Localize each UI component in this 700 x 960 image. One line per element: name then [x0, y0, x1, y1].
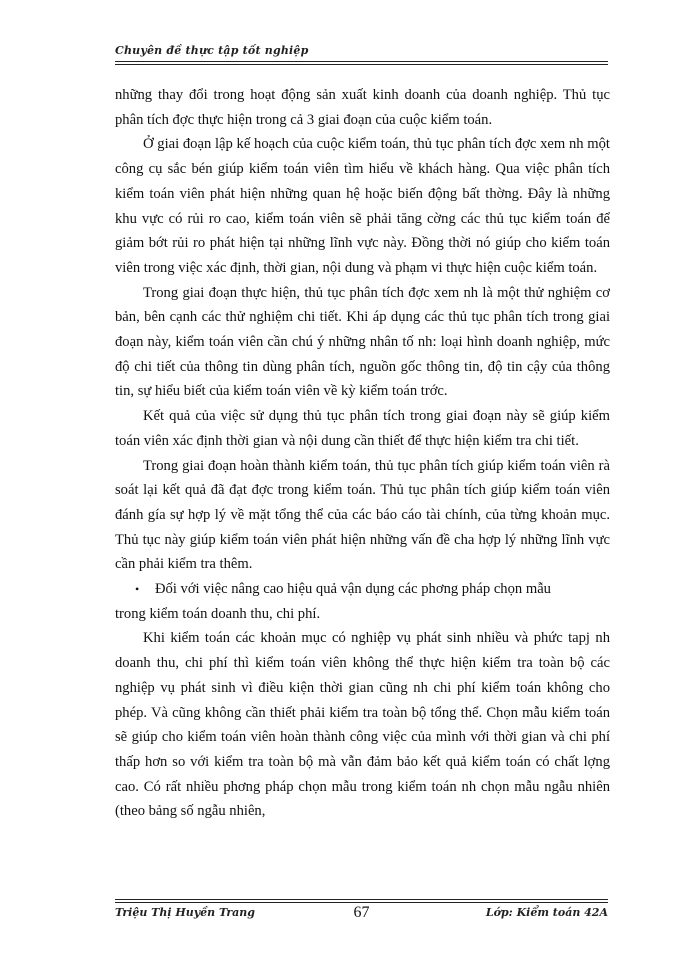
header-rule-2 [115, 64, 608, 65]
document-body [115, 83, 610, 824]
paragraph: Trong giai đoạn thực hiện, thủ tục phân tích đợc xem nh là một thử nghiệm cơ bản, bên cạnh các thử nghiệm chi tiết. Khi áp dụng các thủ tục phân tích trong giai đoạn này, kiểm toán viên cần chú ý những nhân tố nh: loại hình doanh nghiệp, mức độ chi tiết của thông tin dùng phân tích, nguồn gốc thông tin, độ tin cậy của thông tin, sự hiểu biết của kiểm toán viên về kỳ kiểm toán trớc. [115, 284, 610, 400]
page-number: 67 [353, 904, 370, 921]
bullet-text-continuation: trong kiểm toán doanh thu, chi phí. [115, 605, 321, 622]
footer-author: Triệu Thị Huyền Trang [115, 906, 255, 919]
footer-class: Lớp: Kiểm toán 42A [485, 906, 608, 919]
header-rule [115, 61, 608, 62]
page-footer [115, 906, 608, 926]
paragraph: Khi kiểm toán các khoản mục có nghiệp vụ phát sinh nhiều và phức tapj nh doanh thu, chi phí thì kiểm toán viên không thể thực hiện kiểm tra toàn bộ các nghiệp vụ phát sinh vì điều kiện thời gian cũng nh chi phí kiểm toán không cho phép. Và cũng không cần thiết phải kiểm tra toàn bộ tổng thể. Chọn mẫu kiểm toán sẽ giúp cho kiểm toán viên hoàn thành công việc của mình với thời gian và chi phí thấp hơn so với kiểm tra toàn bộ mà vẫn đảm bảo kết quả kiểm toán có chất lợng cao. Có rất nhiều phơng pháp chọn mẫu trong kiểm toán nh chọn mẫu ngẫu nhiên (theo bảng số ngẫu nhiên, [115, 630, 610, 820]
paragraph: Trong giai đoạn hoàn thành kiểm toán, thủ tục phân tích giúp kiểm toán viên rà soát lại kết quả đã đạt đợc trong kiểm toán. Thủ tục phân tích giúp kiểm toán viên đánh gía sự hợp lý về mặt tổng thể của các báo cáo tài chính, của từng khoản mục. Thủ tục này giúp kiểm toán viên phát hiện những vấn đề cha hợp lý những lĩnh vực cần phải kiểm tra thêm. [115, 457, 610, 573]
header-title: Chuyên đề thực tập tốt nghiệp [115, 44, 309, 57]
paragraph: Kết quả của việc sử dụng thủ tục phân tích trong giai đoạn này sẽ giúp kiểm toán viên xác định thời gian và nội dung cần thiết để thực hiện kiểm tra chi tiết. [115, 408, 610, 449]
footer-rule-2 [115, 902, 608, 903]
paragraph: Ở giai đoạn lập kế hoạch của cuộc kiểm toán, thủ tục phân tích đợc xem nh một công cụ sắc bén giúp kiểm toán viên tìm hiểu về khách hàng. Qua việc phân tích kiểm toán viên phát hiện những quan hệ hoặc biến động bất thờng. Đây là những khu vực có rủi ro cao, kiểm toán viên sẽ phải tăng cờng các thủ tục kiểm toán để giảm bớt rủi ro phát hiện tại những lĩnh vực này. Đồng thời nó giúp cho kiểm toán viên trong việc xác định, thời gian, nội dung và phạm vi thực hiện cuộc kiểm toán. [115, 136, 610, 276]
bullet-item [115, 577, 610, 602]
bullet-text: Đối với việc nâng cao hiệu quả vận dụng các phơng pháp chọn mẫu [155, 581, 551, 598]
bullet-icon: • [135, 582, 140, 597]
page-header [115, 44, 608, 57]
paragraph: những thay đổi trong hoạt động sản xuất kinh doanh của doanh nghiệp. Thủ tục phân tích đợc thực hiện trong cả 3 giai đoạn của cuộc kiểm toán. [115, 87, 610, 128]
footer-rule [115, 899, 608, 900]
